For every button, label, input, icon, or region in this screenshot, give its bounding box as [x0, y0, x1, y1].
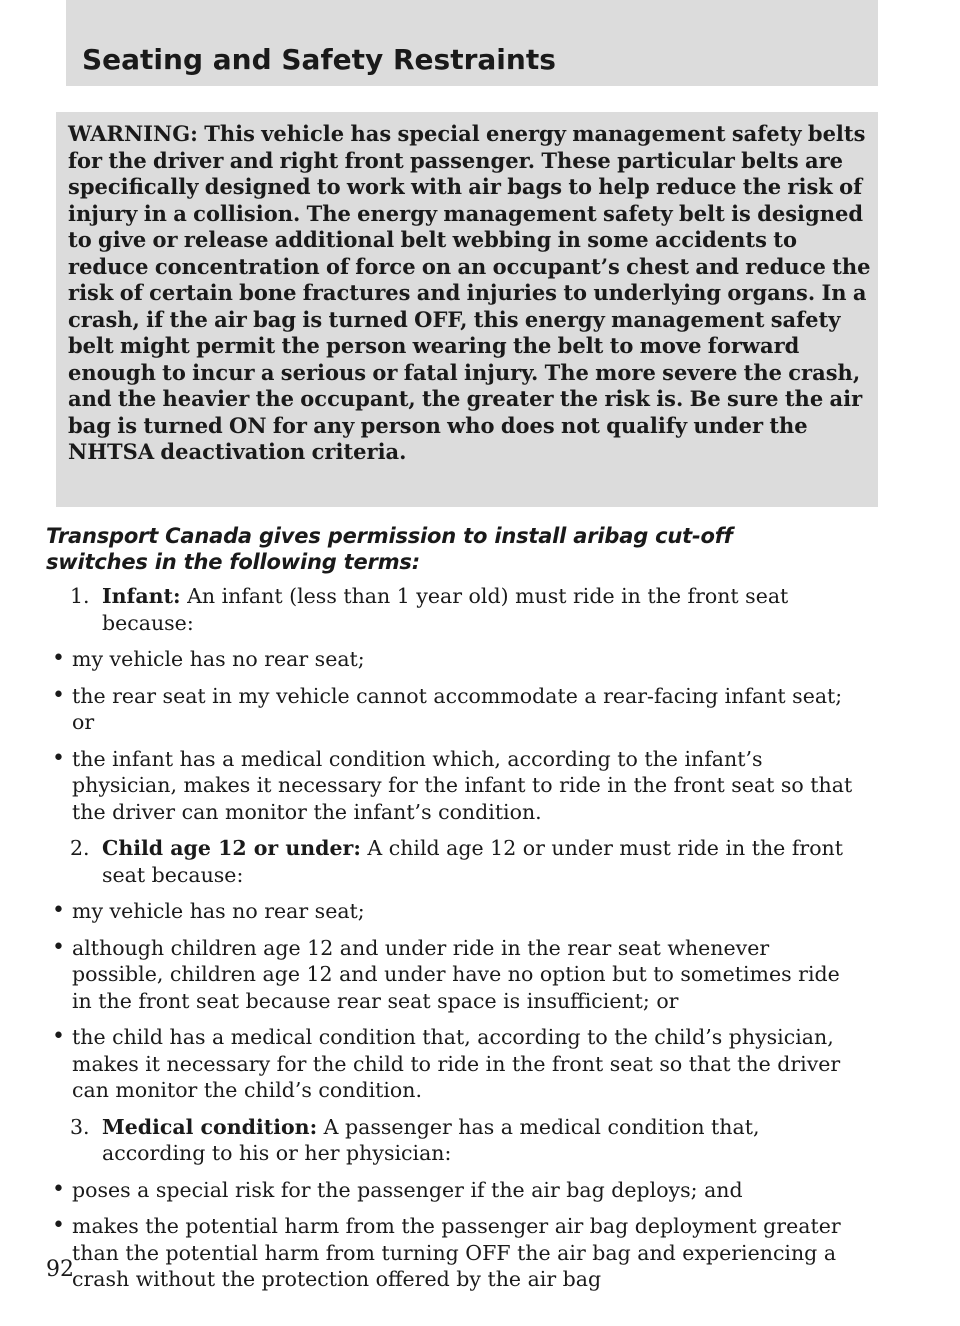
content — [0, 583, 960, 1303]
list-item — [0, 935, 862, 1015]
warning-text: WARNING: This vehicle has special energy management safety belts for the driver and right front passenger. These particular belts are specifically designed to work with air bags to help reduce the risk of injury in a collision. The energy management safety belt is designed to give or release additional belt webbing in some accidents to reduce concentration of force on an occupant’s chest and reduce the risk of certain bone fractures and injuries to underlying organs. In a crash, if the air bag is turned OFF, this energy management safety belt might permit the person wearing the belt to move forward enough to incur a serious or fatal injury. The more severe the crash, and the heavier the occupant, the greater the risk is. Be sure the air bag is turned ON for any person who does not qualify under the NHTSA deactivation criteria. — [68, 121, 871, 464]
bullet-text: the rear seat in my vehicle cannot accommodate a rear-facing infant seat; or — [72, 683, 843, 734]
list-item — [0, 1213, 862, 1293]
bullet-text: poses a special risk for the passenger if the air bag deploys; and — [72, 1177, 743, 1202]
bullet-text: my vehicle has no rear seat; — [72, 899, 365, 923]
item-text: An infant (less than 1 year old) must ride in the front seat because: — [102, 584, 789, 635]
item-term: Medical condition: — [102, 1114, 318, 1139]
bullet-icon: • — [52, 1024, 65, 1049]
numbered-item — [0, 835, 862, 888]
bullet-text: my vehicle has no rear seat; — [72, 647, 365, 671]
bullet-text: the infant has a medical condition which, according to the infant’s physician, makes it necessary for the infant to ride in the front seat so that the driver can monitor the infant’s condition. — [72, 746, 853, 824]
item-text: A passenger has a medical condition that, according to his or her physician: — [102, 1114, 760, 1165]
list-item — [0, 1177, 862, 1204]
bullet-text: makes the potential harm from the passenger air bag deployment greater than the potential harm from turning OFF the air bag and experiencing a crash without the protection offered by the air bag — [72, 1214, 841, 1291]
bullet-icon: • — [52, 745, 65, 771]
bullet-icon: • — [52, 646, 65, 671]
bullet-text: although children age 12 and under ride in the rear seat whenever possible, children age 12 and under have no option but to sometimes ride in the front seat because rear seat space is insufficient; or — [72, 935, 840, 1013]
item-term: Child age 12 or under: — [102, 836, 361, 860]
section-title: Seating and Safety Restraints — [82, 43, 556, 76]
page-number: 92 — [46, 1257, 74, 1282]
item-text: A child age 12 or under must ride in the front seat because: — [102, 836, 843, 887]
list-item — [0, 898, 862, 925]
bullet-icon: • — [52, 682, 65, 708]
numbered-item — [0, 583, 862, 636]
item-number: 2. — [70, 836, 90, 860]
list-item — [0, 646, 862, 673]
bullet-icon: • — [52, 898, 65, 923]
item-number: 1. — [70, 584, 90, 608]
subheading: Transport Canada gives permission to install aribag cut-off switches in the following terms: — [46, 524, 733, 574]
bullet-icon: • — [52, 934, 65, 960]
list-item — [0, 1024, 862, 1104]
list-item — [0, 683, 862, 736]
bullet-icon: • — [52, 1213, 65, 1238]
item-term: Infant: — [102, 584, 181, 608]
list-item — [0, 746, 862, 826]
bullet-icon: • — [52, 1176, 65, 1202]
numbered-item — [0, 1114, 862, 1167]
bullet-text: the child has a medical condition that, according to the child’s physician, makes it necessary for the child to ride in the front seat so that the driver can monitor the child’s condition. — [72, 1025, 841, 1102]
item-number: 3. — [70, 1114, 90, 1139]
